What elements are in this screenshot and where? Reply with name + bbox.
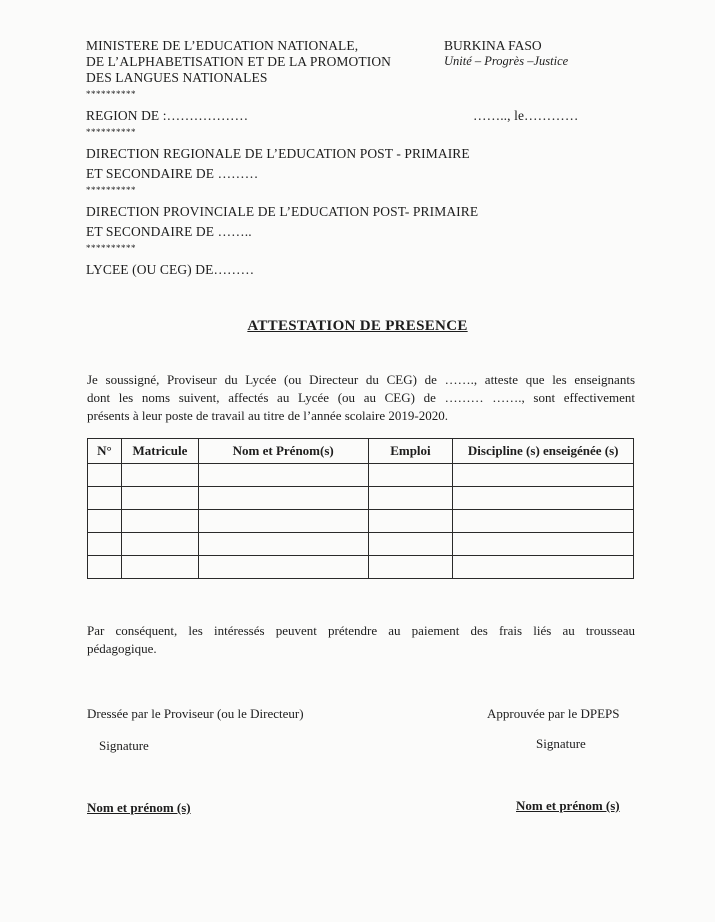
- table-header-row: [88, 439, 634, 464]
- table-cell: [368, 533, 453, 556]
- table-cell: [198, 487, 368, 510]
- intro-line-3: présents à leur poste de travail au titre de l’année scolaire 2019-2020.: [87, 408, 448, 423]
- table-cell: [121, 464, 198, 487]
- intro-line-1: Je soussigné, Proviseur du Lycée (ou Directeur du CEG) de ……., atteste que les enseignants: [87, 372, 635, 387]
- lycee-line: LYCEE (OU CEG) DE………: [86, 262, 255, 277]
- ministry-line-1: MINISTERE DE L’EDUCATION NATIONALE,: [86, 38, 359, 53]
- national-motto: Unité – Progrès –Justice: [444, 54, 569, 68]
- column-header-discipline: Discipline (s) enseigénée (s): [453, 439, 634, 464]
- separator-stars: **********: [86, 89, 136, 99]
- table-cell: [88, 464, 122, 487]
- table-cell: [453, 464, 634, 487]
- right-signature-label: Signature: [536, 736, 586, 751]
- intro-paragraph: [87, 371, 635, 425]
- column-header-number: N°: [88, 439, 122, 464]
- intro-line-2: dont les noms suivent, affectés au Lycée (ou au CEG) de ……… ……., sont effectivement: [87, 390, 635, 405]
- table-row: [88, 556, 634, 579]
- table-cell: [121, 533, 198, 556]
- separator-stars: **********: [86, 185, 136, 195]
- table-row: [88, 487, 634, 510]
- table-cell: [368, 487, 453, 510]
- right-signatory-label: Approuvée par le DPEPS: [487, 706, 620, 721]
- attendance-table: [87, 438, 634, 579]
- table-cell: [453, 510, 634, 533]
- table-cell: [368, 510, 453, 533]
- table-cell: [368, 556, 453, 579]
- direction-regionale-line-1: DIRECTION REGIONALE DE L’EDUCATION POST - PRIMAIRE: [86, 146, 470, 161]
- consequence-paragraph: [87, 622, 635, 658]
- document-title: ATTESTATION DE PRESENCE: [247, 318, 468, 334]
- table-cell: [198, 556, 368, 579]
- date-line: …….., le…………: [473, 108, 579, 123]
- left-name-label: Nom et prénom (s): [87, 800, 191, 815]
- table-row: [88, 533, 634, 556]
- region-line: REGION DE :………………: [86, 108, 249, 123]
- right-name-label: Nom et prénom (s): [516, 798, 620, 813]
- consequence-line-2: pédagogique.: [87, 641, 157, 656]
- table-cell: [121, 510, 198, 533]
- direction-provinciale-line-1: DIRECTION PROVINCIALE DE L’EDUCATION POST- PRIMAIRE: [86, 204, 479, 219]
- separator-stars: **********: [86, 127, 136, 137]
- table-cell: [88, 510, 122, 533]
- table-cell: [198, 533, 368, 556]
- left-signatory-label: Dressée par le Proviseur (ou le Directeur): [87, 706, 304, 721]
- table-row: [88, 510, 634, 533]
- table-cell: [368, 464, 453, 487]
- country-name: BURKINA FASO: [444, 38, 542, 53]
- consequence-line-1: Par conséquent, les intéressés peuvent prétendre au paiement des frais liés au trousseau: [87, 623, 635, 638]
- ministry-line-3: DES LANGUES NATIONALES: [86, 70, 268, 85]
- table-cell: [453, 556, 634, 579]
- table-cell: [88, 556, 122, 579]
- column-header-name: Nom et Prénom(s): [198, 439, 368, 464]
- table-cell: [88, 533, 122, 556]
- ministry-line-2: DE L’ALPHABETISATION ET DE LA PROMOTION: [86, 54, 392, 69]
- table-cell: [121, 556, 198, 579]
- separator-stars: **********: [86, 243, 136, 253]
- table-cell: [198, 464, 368, 487]
- table-row: [88, 464, 634, 487]
- column-header-matricule: Matricule: [121, 439, 198, 464]
- table-cell: [453, 487, 634, 510]
- column-header-emploi: Emploi: [368, 439, 453, 464]
- table-cell: [198, 510, 368, 533]
- left-signature-label: Signature: [99, 738, 149, 753]
- direction-regionale-line-2: ET SECONDAIRE DE ………: [86, 166, 259, 181]
- table-cell: [88, 487, 122, 510]
- table-cell: [453, 533, 634, 556]
- table-cell: [121, 487, 198, 510]
- direction-provinciale-line-2: ET SECONDAIRE DE ……..: [86, 224, 252, 239]
